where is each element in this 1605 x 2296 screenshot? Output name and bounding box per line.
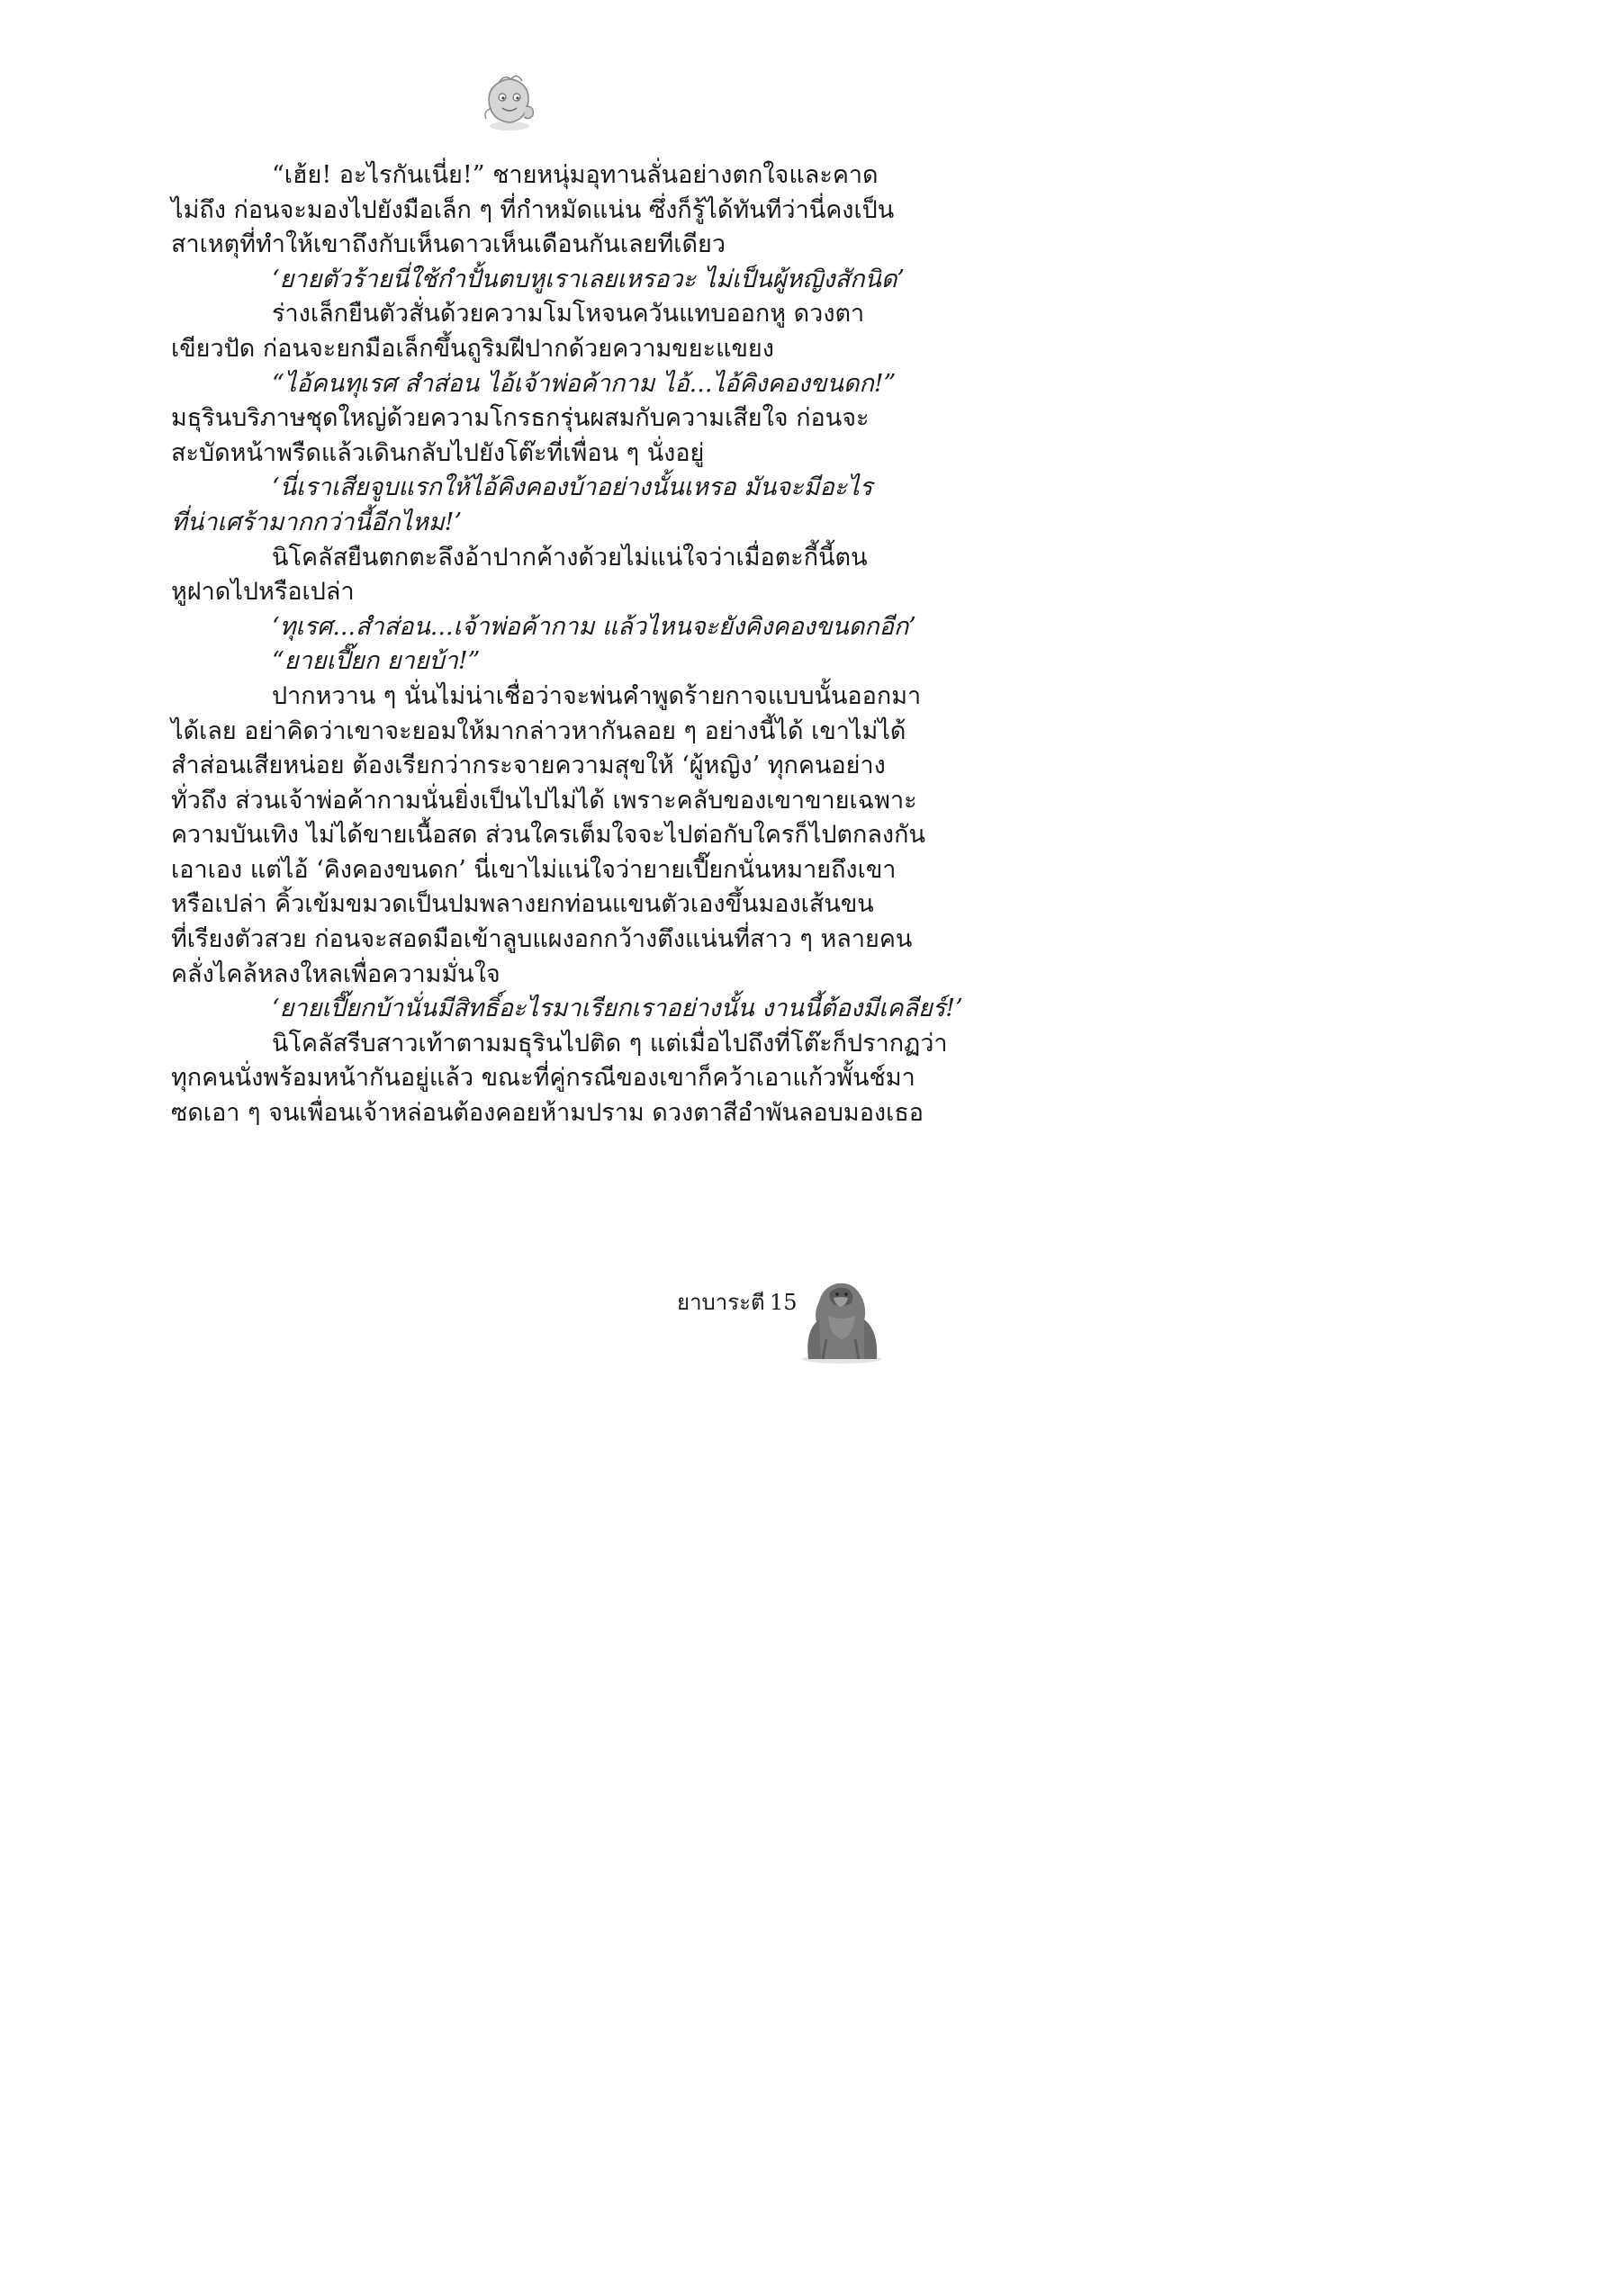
text-line: ‘ทุเรศ...สำส่อน...เจ้าพ่อค้ากาม แล้วไหนจะยังคิงคองขนดกอีก’ [272, 612, 916, 641]
gorilla-icon [792, 1265, 891, 1364]
text-line: ‘ยายเปี๊ยกบ้านั่นมีสิทธิ์อะไรมาเรียกเราอย่างนั้น งานนี้ต้องมีเคลียร์!’ [272, 995, 963, 1023]
text-line: “ยายเปี๊ยก ยายบ้า!” [272, 647, 481, 676]
text-line: หรือเปล่า คิ้วเข้มขมวดเป็นปมพลางยกท่อนแขนตัวเองขึ้นมองเส้นขน [171, 890, 874, 919]
text-line: ‘นี่เราเสียจูบแรกให้ไอ้คิงคองบ้าอย่างนั้นเหรอ มันจะมีอะไร [272, 473, 873, 502]
text-line: สำส่อนเสียหน่อย ต้องเรียกว่ากระจายความสุขให้ ‘ผู้หญิง’ ทุกคนอย่าง [171, 752, 886, 780]
text-line: คลั่งไคล้หลงใหลเพื่อความมั่นใจ [171, 959, 500, 988]
cartoon-character-icon [477, 70, 542, 133]
text-line: “เฮ้ย! อะไรกันเนี่ย!” ชายหนุ่มอุทานลั่นอย่างตกใจและคาด [272, 161, 879, 189]
text-line: ความบันเทิง ไม่ได้ขายเนื้อสด ส่วนใครเต็มใจจะไปต่อกับใครก็ไปตกลงกัน [171, 821, 925, 850]
book-page [0, 0, 987, 1410]
text-line: ที่น่าเศร้ามากกว่านี้อีกไหม!’ [171, 508, 463, 536]
chapter-body [171, 158, 963, 1131]
text-line: เอาเอง แต่ไอ้ ‘คิงคองขนดก’ นี่เขาไม่แน่ใจว่ายายเปี๊ยกนั่นหมายถึงเขา [171, 855, 897, 884]
text-line: ปากหวาน ๆ นั่นไม่น่าเชื่อว่าจะพ่นคำพูดร้ายกาจแบบนั้นออกมา [272, 681, 922, 710]
text-line: ไม่ถึง ก่อนจะมองไปยังมือเล็ก ๆ ที่กำหมัดแน่น ซึ่งก็รู้ได้ทันทีว่านี่คงเป็น [171, 195, 895, 224]
text-line: ‘ยายตัวร้ายนี่ใช้กำปั้นตบหูเราเลยเหรอวะ ไม่เป็นผู้หญิงสักนิด’ [272, 265, 905, 293]
text-line: ซดเอา ๆ จนเพื่อนเจ้าหล่อนต้องคอยห้ามปราม ดวงตาสีอำพันลอบมองเธอ [171, 1099, 924, 1128]
text-line: ทั่วถึง ส่วนเจ้าพ่อค้ากามนั่นยิ่งเป็นไปไม่ได้ เพราะคลับของเขาขายเฉพาะ [171, 786, 917, 815]
page-number: 15 [770, 1290, 798, 1315]
text-line: หูฝาดไปหรือเปล่า [171, 578, 355, 607]
text-line: เขียวปัด ก่อนจะยกมือเล็กขึ้นถูริมฝีปากด้วยความขยะแขยง [171, 334, 774, 363]
text-line: ทุกคนนั่งพร้อมหน้ากันอยู่แล้ว ขณะที่คู่กรณีของเขาก็คว้าเอาแก้วพั้นช์มา [171, 1064, 915, 1093]
text-line: ร่างเล็กยืนตัวสั่นด้วยความโมโหจนควันแทบออกหู ดวงตา [272, 300, 865, 329]
text-line: นิโคลัสยืนตกตะลึงอ้าปากค้างด้วยไม่แน่ใจว่าเมื่อตะกี้นี้ตน [272, 543, 868, 572]
text-line: ที่เรียงตัวสวย ก่อนจะสอดมือเข้าลูบแผงอกกว้างตึงแน่นที่สาว ๆ หลายคน [171, 925, 913, 954]
running-footer-title: ยาบาระตี [677, 1290, 765, 1315]
text-line: ได้เลย อย่าคิดว่าเขาจะยอมให้มากล่าวหากันลอย ๆ อย่างนี้ได้ เขาไม่ได้ [171, 716, 906, 745]
text-line: “ไอ้คนทุเรศ สำส่อน ไอ้เจ้าพ่อค้ากาม ไอ้...ไอ้คิงคองขนดก!” [272, 369, 897, 398]
text-line: สะบัดหน้าพรืดแล้วเดินกลับไปยังโต๊ะที่เพื่อน ๆ นั่งอยู่ [171, 438, 705, 467]
text-line: มธุรินบริภาษชุดใหญ่ด้วยความโกรธกรุ่นผสมกับความเสียใจ ก่อนจะ [171, 404, 870, 433]
text-line: นิโคลัสรีบสาวเท้าตามมธุรินไปติด ๆ แต่เมื่อไปถึงที่โต๊ะก็ปรากฏว่า [272, 1029, 948, 1058]
text-line: สาเหตุที่ทำให้เขาถึงกับเห็นดาวเห็นเดือนกันเลยทีเดียว [171, 230, 726, 259]
